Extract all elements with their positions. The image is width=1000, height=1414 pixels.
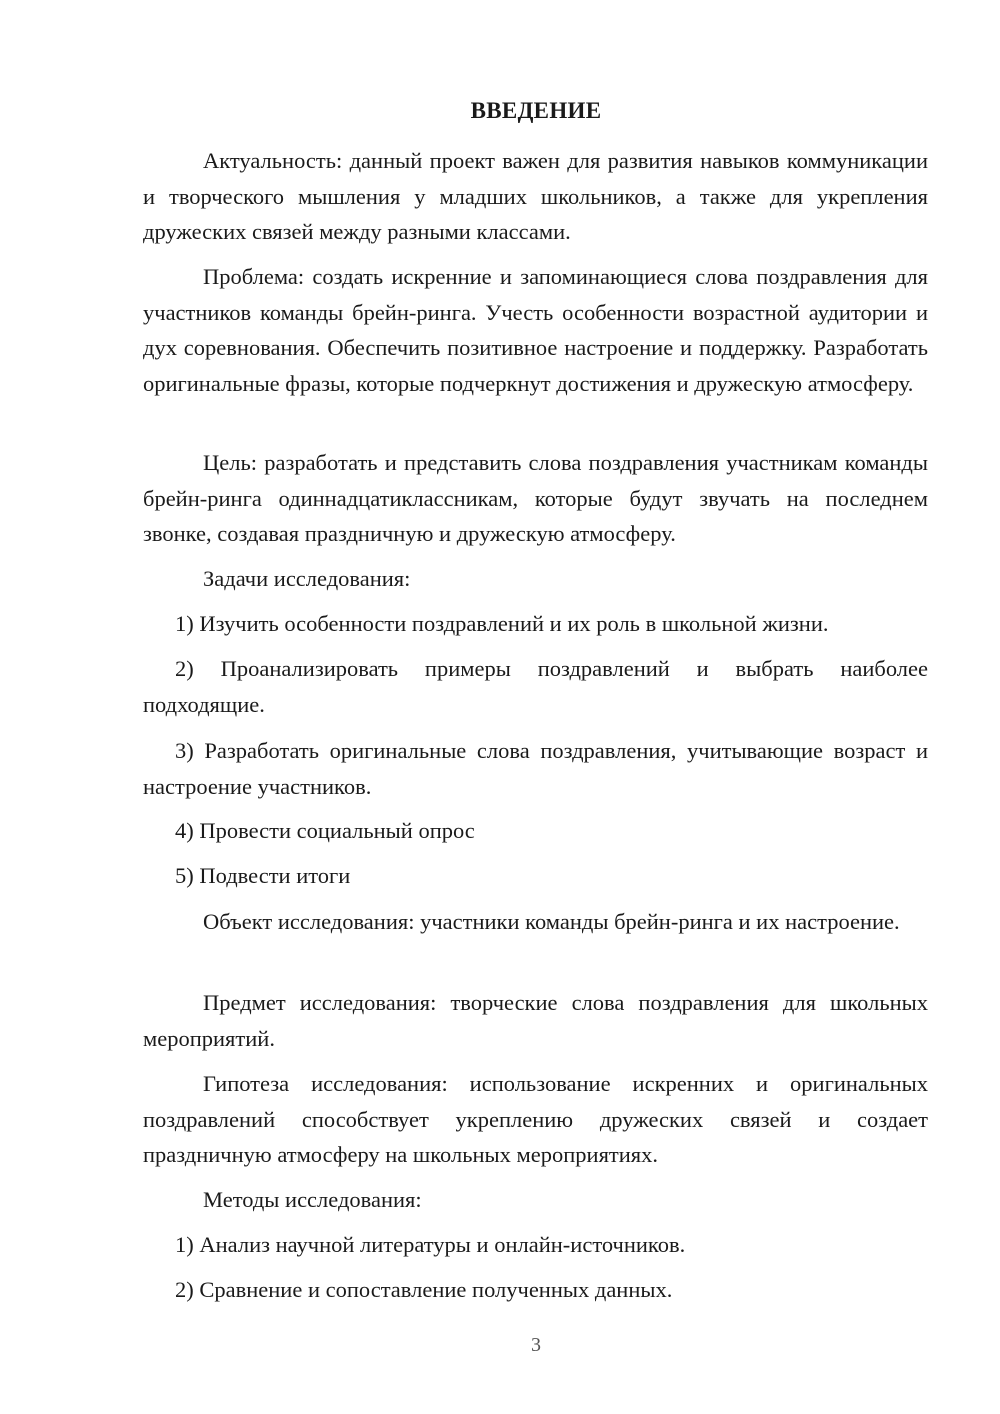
hypothesis-paragraph: Гипотеза исследования: использование искренних и оригинальных поздравлений способствует укреплению дружеских связей и создает праздничную атмосферу на школьных мероприятиях. [143, 1071, 928, 1167]
task-item-3: 3) Разработать оригинальные слова поздравления, учитывающие возраст и настроение участников. [143, 738, 928, 799]
object-paragraph: Объект исследования: участники команды брейн-ринга и их настроение. [203, 909, 900, 934]
section-heading: ВВЕДЕНИЕ [470, 98, 602, 123]
task-item-1: 1) Изучить особенности поздравлений и их роль в школьной жизни. [175, 611, 829, 636]
subject-paragraph: Предмет исследования: творческие слова поздравления для школьных мероприятий. [143, 990, 928, 1051]
problem-paragraph: Проблема: создать искренние и запоминающиеся слова поздравления для участников команды брейн-ринга. Учесть особенности возрастной аудитории и дух соревнования. Обеспечить позитивное настроение и поддержку. Разработать оригинальные фразы, которые подчеркнут достижения и дружескую атмосферу. [143, 264, 928, 396]
method-item-2: 2) Сравнение и сопоставление полученных данных. [175, 1277, 673, 1302]
relevance-paragraph: Актуальность: данный проект важен для развития навыков коммуникации и творческого мышления у младших школьников, а также для укрепления дружеских связей между разными классами. [143, 148, 928, 244]
task-item-4: 4) Провести социальный опрос [175, 818, 475, 843]
task-item-2: 2) Проанализировать примеры поздравлений и выбрать наиболее подходящие. [143, 656, 928, 717]
tasks-heading: Задачи исследования: [203, 566, 411, 591]
method-item-1: 1) Анализ научной литературы и онлайн-источников. [175, 1232, 686, 1257]
goal-paragraph: Цель: разработать и представить слова поздравления участникам команды брейн-ринга одиннадцатиклассникам, которые будут звучать на последнем звонке, создавая праздничную и дружескую атмосферу. [143, 450, 928, 546]
task-item-5: 5) Подвести итоги [175, 863, 351, 888]
page-number: 3 [531, 1334, 541, 1356]
methods-heading: Методы исследования: [203, 1187, 422, 1212]
